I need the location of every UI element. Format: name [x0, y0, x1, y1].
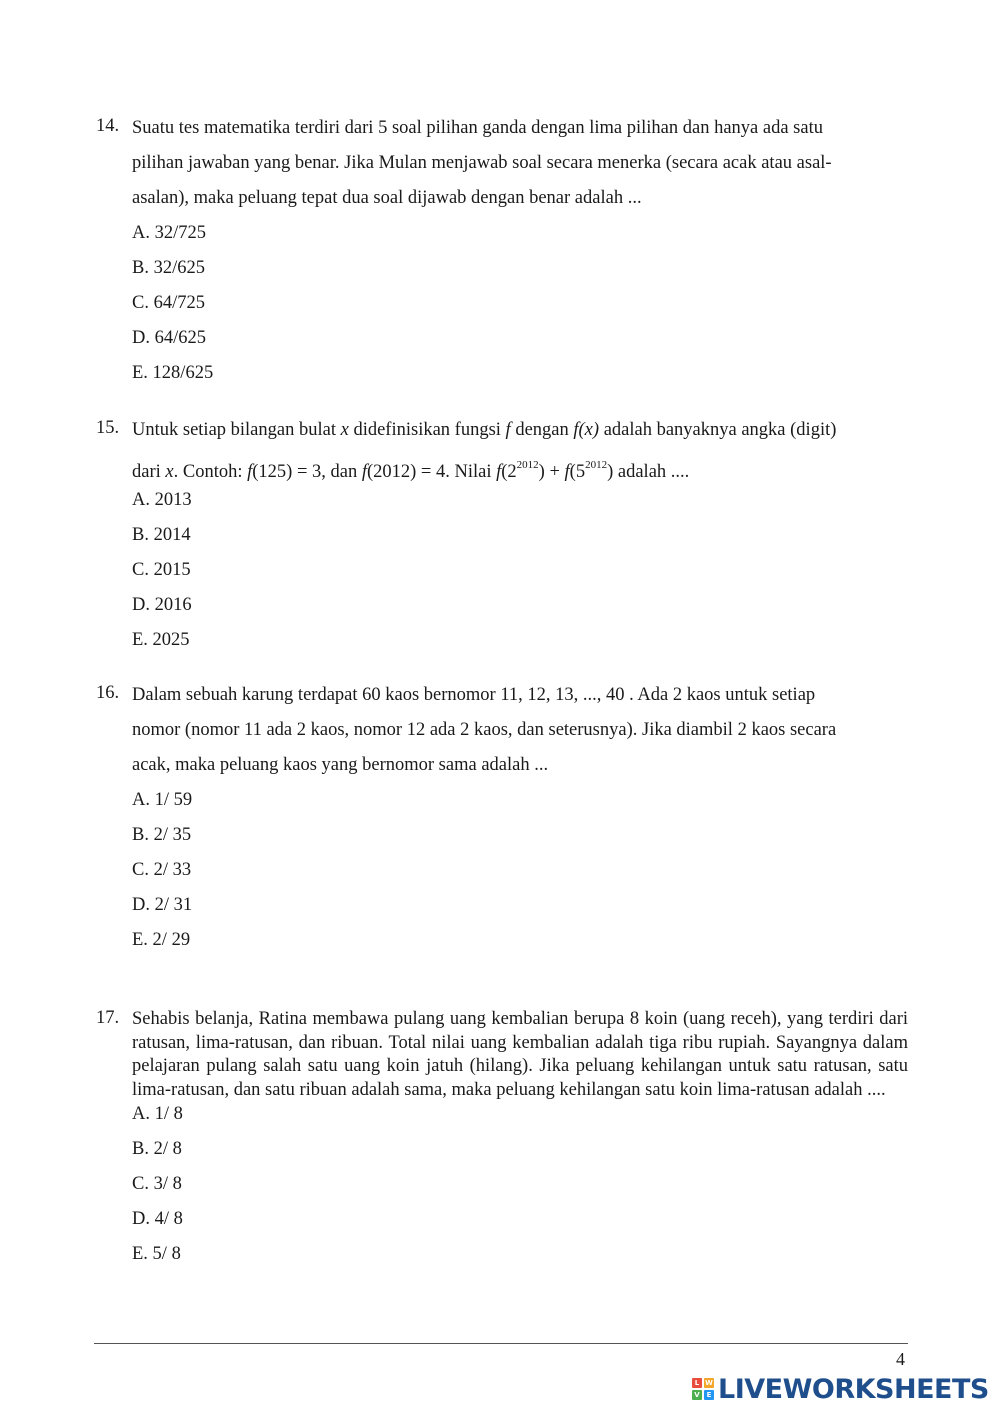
question-14: [96, 116, 908, 396]
question-number: 16.: [96, 683, 120, 703]
option-e[interactable]: E. 2025: [132, 630, 190, 650]
option-e[interactable]: E. 128/625: [132, 363, 214, 383]
option-a[interactable]: A. 1/ 59: [132, 790, 193, 810]
option-d[interactable]: D. 2/ 31: [132, 895, 193, 915]
brand-name: LIVEWORKSHEETS: [718, 1373, 989, 1405]
question-stem: [132, 683, 908, 788]
stem-line: pilihan jawaban yang benar. Jika Mulan menjawab soal secara menerka (secara acak atau asal-: [132, 153, 832, 173]
option-b[interactable]: B. 2014: [132, 525, 191, 545]
stem-line: Untuk setiap bilangan bulat x didefinisikan fungsi f dengan f(x) adalah banyaknya angka (digit): [132, 420, 837, 440]
question-stem: Sehabis belanja, Ratina membawa pulang uang kembalian berupa 8 koin (uang receh), yang terdiri dari ratusan, lima-ratusan, dan ribuan. Total nilai uang kembalian adalah tiga ribu rupiah. Sayangnya dalam pelajaran pulang salah satu uang koin jatuh (hilang). Jika peluang kehilangan untuk satu ratusan, satu lima-ratusan, dan satu ribuan adalah sama, maka peluang kehilangan satu koin lima-ratusan adalah ....: [132, 1009, 908, 1100]
stem-line: acak, maka peluang kaos yang bernomor sama adalah ...: [132, 755, 549, 775]
option-b[interactable]: B. 2/ 35: [132, 825, 192, 845]
stem-line: Dalam sebuah karung terdapat 60 kaos bernomor 11, 12, 13, ..., 40 . Ada 2 kaos untuk setiap: [132, 685, 816, 705]
option-a[interactable]: A. 1/ 8: [132, 1104, 183, 1124]
question-number: 17.: [96, 1008, 120, 1028]
option-c[interactable]: C. 3/ 8: [132, 1174, 182, 1194]
option-a[interactable]: A. 32/725: [132, 223, 206, 243]
option-d[interactable]: D. 4/ 8: [132, 1209, 183, 1229]
option-b[interactable]: B. 32/625: [132, 258, 205, 278]
question-17: [96, 1008, 908, 1277]
liveworksheets-brand: [692, 1373, 989, 1405]
question-stem: [132, 116, 908, 221]
option-c[interactable]: C. 64/725: [132, 293, 205, 313]
option-b[interactable]: B. 2/ 8: [132, 1139, 182, 1159]
question-stem: [132, 418, 908, 488]
page-number: 4: [896, 1349, 905, 1369]
stem-line: nomor (nomor 11 ada 2 kaos, nomor 12 ada 2 kaos, dan seterusnya). Jika diambil 2 kaos secara: [132, 720, 837, 740]
question-15: [96, 418, 908, 663]
question-number: 15.: [96, 418, 120, 438]
option-d[interactable]: D. 2016: [132, 595, 192, 615]
option-e[interactable]: E. 5/ 8: [132, 1244, 181, 1264]
option-c[interactable]: C. 2015: [132, 560, 191, 580]
liveworksheets-logo-icon: L W V E: [692, 1378, 714, 1400]
option-c[interactable]: C. 2/ 33: [132, 860, 192, 880]
footer-divider: [94, 1343, 908, 1344]
option-e[interactable]: E. 2/ 29: [132, 930, 191, 950]
question-number: 14.: [96, 116, 120, 136]
option-d[interactable]: D. 64/625: [132, 328, 206, 348]
question-16: [96, 683, 908, 963]
stem-line: asalan), maka peluang tepat dua soal dijawab dengan benar adalah ...: [132, 188, 642, 208]
stem-line: Suatu tes matematika terdiri dari 5 soal pilihan ganda dengan lima pilihan dan hanya ada satu: [132, 118, 823, 138]
stem-line: dari x. Contoh: f(125) = 3, dan f(2012) = 4. Nilai $f(2^{2012}) + f(5^{2012})$ adalah ....: [132, 459, 690, 482]
option-a[interactable]: A. 2013: [132, 490, 192, 510]
